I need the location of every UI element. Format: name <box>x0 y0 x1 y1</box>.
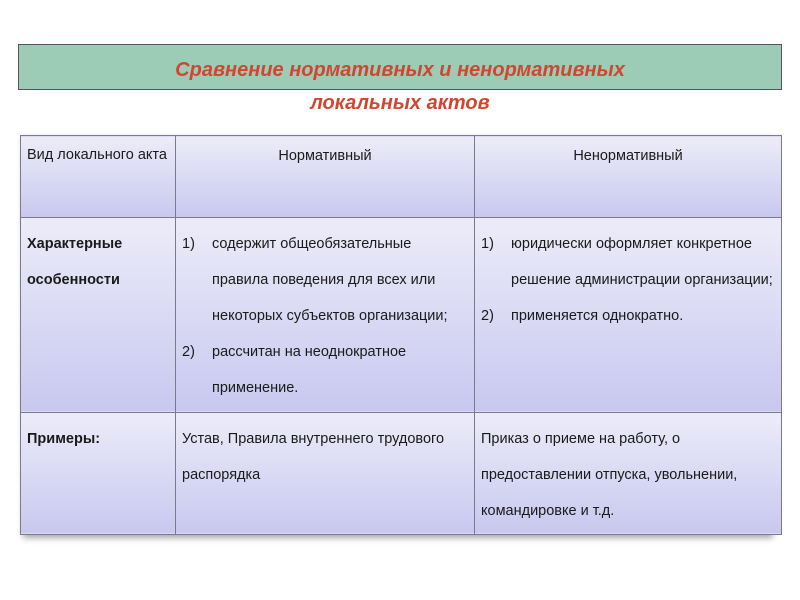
row-label-features: Характерные особенности <box>21 217 176 412</box>
features-normative-list <box>182 226 468 406</box>
comparison-table-wrapper <box>20 135 773 535</box>
features-normative-cell <box>176 217 475 412</box>
list-item-number: 2) <box>182 343 195 360</box>
features-non-normative-list <box>481 226 775 334</box>
examples-non-normative-cell: Приказ о приеме на работу, о предоставлении отпуска, увольнении, командировке и т.д. <box>475 412 782 534</box>
list-item-text: содержит общеобязательные правила поведения для всех или некоторых субъектов организации; <box>212 235 448 324</box>
comparison-table <box>20 135 782 535</box>
row-label-examples: Примеры: <box>21 412 176 534</box>
list-item-number: 1) <box>481 235 494 252</box>
list-item-number: 2) <box>481 307 494 324</box>
table-row-features <box>21 217 782 412</box>
list-item-number: 1) <box>182 235 195 252</box>
examples-normative-cell: Устав, Правила внутреннего трудового распорядка <box>176 412 475 534</box>
features-non-normative-cell <box>475 217 782 412</box>
page-title-line2: локальных актов <box>310 92 490 114</box>
list-item <box>481 226 775 298</box>
header-cell-normative: Нормативный <box>176 136 475 218</box>
header-cell-non-normative: Ненормативный <box>475 136 782 218</box>
list-item <box>182 334 468 406</box>
list-item-text: юридически оформляет конкретное решение администрации организации; <box>511 235 773 288</box>
list-item <box>182 226 468 334</box>
page-title-line1: Сравнение нормативных и ненормативных <box>175 59 625 81</box>
table-row-examples <box>21 412 782 534</box>
list-item <box>481 298 775 334</box>
list-item-text: рассчитан на неоднократное применение. <box>212 343 407 396</box>
table-header-row <box>21 136 782 218</box>
header-cell-type: Вид локального акта <box>21 136 176 218</box>
list-item-text: применяется однократно. <box>511 307 684 324</box>
